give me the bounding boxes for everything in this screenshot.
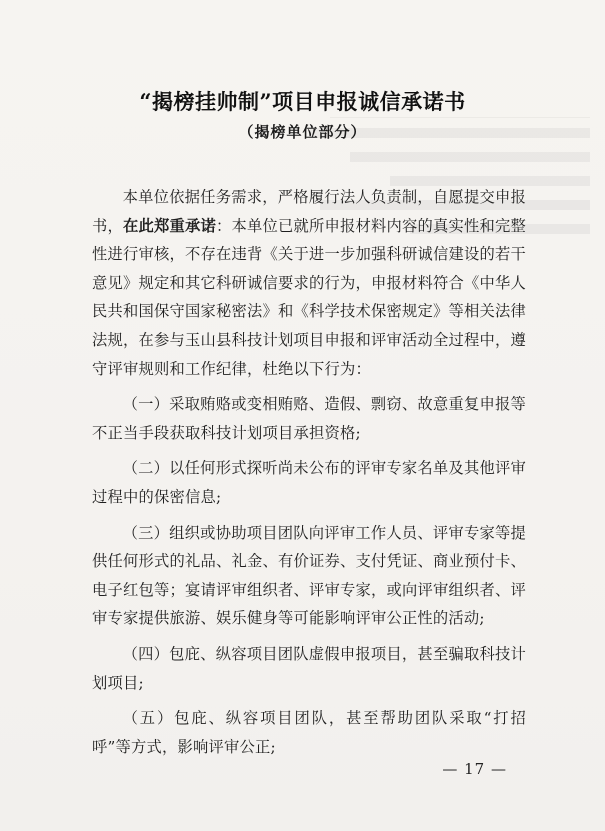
intro-paragraph — [92, 183, 526, 383]
intro-text-1: 本单位依据任务需求，严格履行法人负责制，自愿提交申报书， — [92, 188, 526, 235]
page-title: “揭榜挂帅制”项目申报诚信承诺书 — [139, 89, 466, 114]
list-item: （二）以任何形式探听尚未公布的评审专家名单及其他评审过程中的保密信息; — [92, 459, 526, 506]
intro-text-2: ：本单位已就所申报材料内容的真实性和完整性进行审核，不存在违背《关于进一步加强科研诚信建设的若干意见》规定和其它科研诚信要求的行为，申报材料符合《中华人民共和国保守国家秘密法》和《科学技术保密规定》等相关法律法规，在参与玉山县科技计划项目申报和评审活动全过程中，遵守评审规则和工作纪律，杜绝以下行为： — [92, 216, 526, 378]
list-item: （三）组织或协助项目团队向评审工作人员、评审专家等提供任何形式的礼品、礼金、有价证券、支付凭证、商业预付卡、电子红包等；宴请评审组织者、评审专家，或向评审组织者、评审专家提供旅游、娱乐健身等可能影响评审公正性的活动; — [92, 523, 526, 628]
intro-emphasis: 在此郑重承诺 — [123, 216, 216, 235]
list-item: （一）采取贿赂或变相贿赂、造假、剽窃、故意重复申报等不正当手段获取科技计划项目承担资格; — [92, 395, 526, 442]
page-number: — 17 — — [442, 760, 507, 778]
list-item: （四）包庇、纵容项目团队虚假申报项目，甚至骗取科技计划项目; — [92, 644, 526, 692]
list-item: （五）包庇、纵容项目团队，甚至帮助团队采取“打招呼”等方式，影响评审公正; — [92, 709, 526, 756]
page-subtitle: （揭榜单位部分） — [238, 123, 367, 141]
commitment-body — [92, 183, 526, 761]
